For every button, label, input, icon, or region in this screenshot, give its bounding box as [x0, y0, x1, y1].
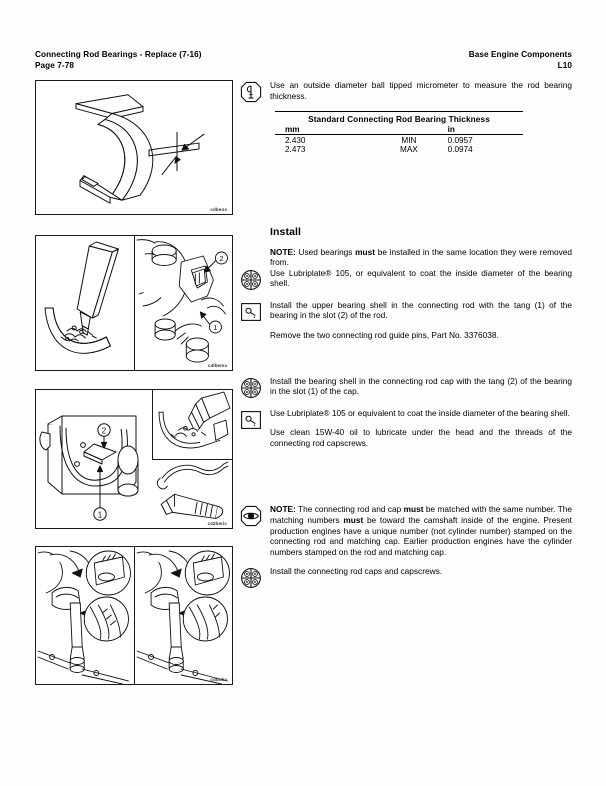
svg-text:1: 1: [97, 510, 103, 520]
install-heading-block: [240, 227, 572, 268]
spec-col-limit: [374, 125, 443, 134]
spec-max-mm: 2.473: [285, 145, 306, 154]
svg-text:2: 2: [101, 426, 107, 436]
text-column: [270, 408, 572, 449]
earlier-production-illustration: [135, 547, 233, 684]
lubriplate-instruction: Use Lubriplate® 105, or equivalent to coat the inside diameter of the bearing shell.: [270, 267, 572, 289]
lubriplate-tube-illustration: [36, 236, 134, 370]
rod-cap-illustration: [36, 390, 152, 528]
measure-instruction: Use an outside diameter ball tipped micrometer to measure the rod bearing thickness.: [270, 80, 572, 101]
matching-numbers-section: [240, 504, 572, 589]
icon-column: [240, 504, 270, 527]
install-caps-instruction: Install the connecting rod caps and capscrews.: [270, 566, 443, 577]
icon-column: [240, 408, 270, 431]
matching-numbers-figure: [35, 546, 233, 685]
instruction-column: [240, 80, 572, 598]
lubriplate-and-upper-shell-figure: [35, 235, 233, 371]
lubricate-icon: [240, 269, 262, 291]
lubricate-icon: [240, 377, 262, 399]
eye-icon: [240, 505, 262, 527]
cap-install-section: [240, 376, 572, 449]
note-bold-word: must: [355, 246, 375, 257]
figure-column: [35, 80, 233, 685]
upper-shell-into-rod-panel: [134, 236, 233, 370]
spec-table-title: Standard Connecting Rod Bearing Thickness: [308, 114, 490, 124]
spec-max-label: MAX: [400, 145, 418, 154]
capscrew-oil-illustration: [152, 460, 232, 529]
figure-caption: cdbcba: [210, 677, 227, 682]
upper-shell-instruction: Install the upper bearing shell in the connecting rod with the tang (1) of the bearing in the slot (2) of the rod.: [270, 299, 572, 321]
instruction-block-lubriplate-upper: [240, 268, 572, 291]
note-text-1: The connecting rod and cap: [295, 504, 404, 515]
text-column: [270, 300, 572, 341]
bearing-shell-micrometer-figure: [35, 80, 233, 215]
lubricate-icon: [240, 567, 262, 589]
svg-text:2: 2: [218, 254, 224, 264]
instruction-block-measure: [240, 80, 572, 103]
spec-min-label: MIN: [401, 135, 417, 145]
page-header: [35, 50, 572, 71]
text-column: [270, 504, 572, 557]
icon-column-empty: [240, 227, 270, 228]
earlier-production-panel: [134, 547, 233, 684]
install-note: [270, 247, 572, 268]
header-section-title: Connecting Rod Bearings - Replace (7-16): [35, 50, 202, 59]
spec-table-header-row: [275, 125, 523, 135]
rod-cap-panel: [36, 390, 152, 528]
instruction-block-upper-shell: [240, 300, 572, 341]
text-column: [270, 80, 572, 101]
note-label: NOTE:: [270, 504, 296, 515]
rod-cap-tang-slot-figure: [35, 389, 233, 529]
matching-numbers-note: [270, 504, 572, 557]
spec-min-in: 0.0957: [447, 135, 473, 145]
icon-column: [240, 268, 270, 291]
note-post: be installed in the same location they were removed from.: [270, 246, 572, 268]
note-label: NOTE:: [270, 246, 296, 257]
lubriplate-cap-illustration: [153, 390, 232, 459]
micrometer-icon: [240, 81, 262, 103]
spec-col-mm: mm: [285, 125, 300, 134]
note-bold-2: must: [343, 514, 364, 525]
spec-col-in: in: [447, 125, 455, 134]
text-column: [270, 566, 572, 577]
instruction-block-matching-note: [240, 504, 572, 557]
instruction-block-lubriplate-cap: [240, 408, 572, 449]
assemble-icon: [240, 301, 262, 323]
icon-column: [240, 300, 270, 323]
oil-capscrew-instruction: Use clean 15W-40 oil to lubricate under the head and the threads of the connecting rod capscrews.: [270, 427, 572, 448]
text-column: [270, 268, 572, 289]
lubriplate-tube-panel: [36, 236, 134, 370]
note-bold-1: must: [403, 504, 424, 515]
note-text-3: be toward the camshaft inside of the engine. Present production engines have a unique number (not cylinder number) stamped on the connecting rod and matching cap. Earlier production engines have the cylinder numbers stamped on the rod and matching cap.: [270, 514, 572, 557]
text-column: [270, 227, 572, 268]
cap-shell-instruction: Install the bearing shell in the connecting rod cap with the tang (2) of the bearing in the slot (1) of the cap.: [270, 375, 572, 397]
figure-caption: cdbens: [210, 207, 227, 212]
header-page-number: Page 7-78: [35, 60, 74, 70]
header-left: [35, 50, 202, 71]
header-engine-model: L10: [557, 60, 572, 70]
note-text-2: be matched with the same number. The matching numbers: [270, 504, 573, 525]
upper-shell-into-rod-illustration: [135, 236, 233, 370]
figure-caption: c4lbema: [207, 363, 227, 368]
capscrew-oil-panel: [152, 459, 232, 529]
present-production-panel: [36, 547, 134, 684]
bearing-thickness-spec-table: [275, 111, 523, 154]
spec-max-in: 0.0974: [447, 145, 473, 154]
icon-column: [240, 566, 270, 589]
assemble-icon: [240, 409, 262, 431]
bearing-shell-micrometer-illustration: [36, 81, 232, 214]
install-section: [240, 227, 572, 341]
text-column: [270, 376, 572, 397]
present-production-illustration: [36, 547, 134, 684]
lubriplate-cap-panel: [152, 390, 232, 459]
header-manual-title: Base Engine Components: [468, 50, 572, 59]
figure-caption: c42beric: [207, 521, 227, 526]
table-row: [275, 145, 523, 155]
page-title: Install: [270, 226, 302, 238]
instruction-block-cap-shell: [240, 376, 572, 399]
svg-text:1: 1: [212, 323, 218, 333]
spec-min-mm: 2.430: [285, 135, 306, 145]
table-row: [275, 135, 523, 145]
icon-column: [240, 376, 270, 399]
instruction-block-install-caps: [240, 566, 572, 589]
lubriplate-cap-instruction: Use Lubriplate® 105 or equivalent to coat the inside diameter of the bearing shell.: [270, 407, 570, 418]
guide-pins-instruction: Remove the two connecting rod guide pins, Part No. 3376038.: [270, 329, 499, 340]
note-pre: Used bearings: [295, 246, 356, 257]
header-right: [469, 50, 572, 71]
icon-column: [240, 80, 270, 103]
